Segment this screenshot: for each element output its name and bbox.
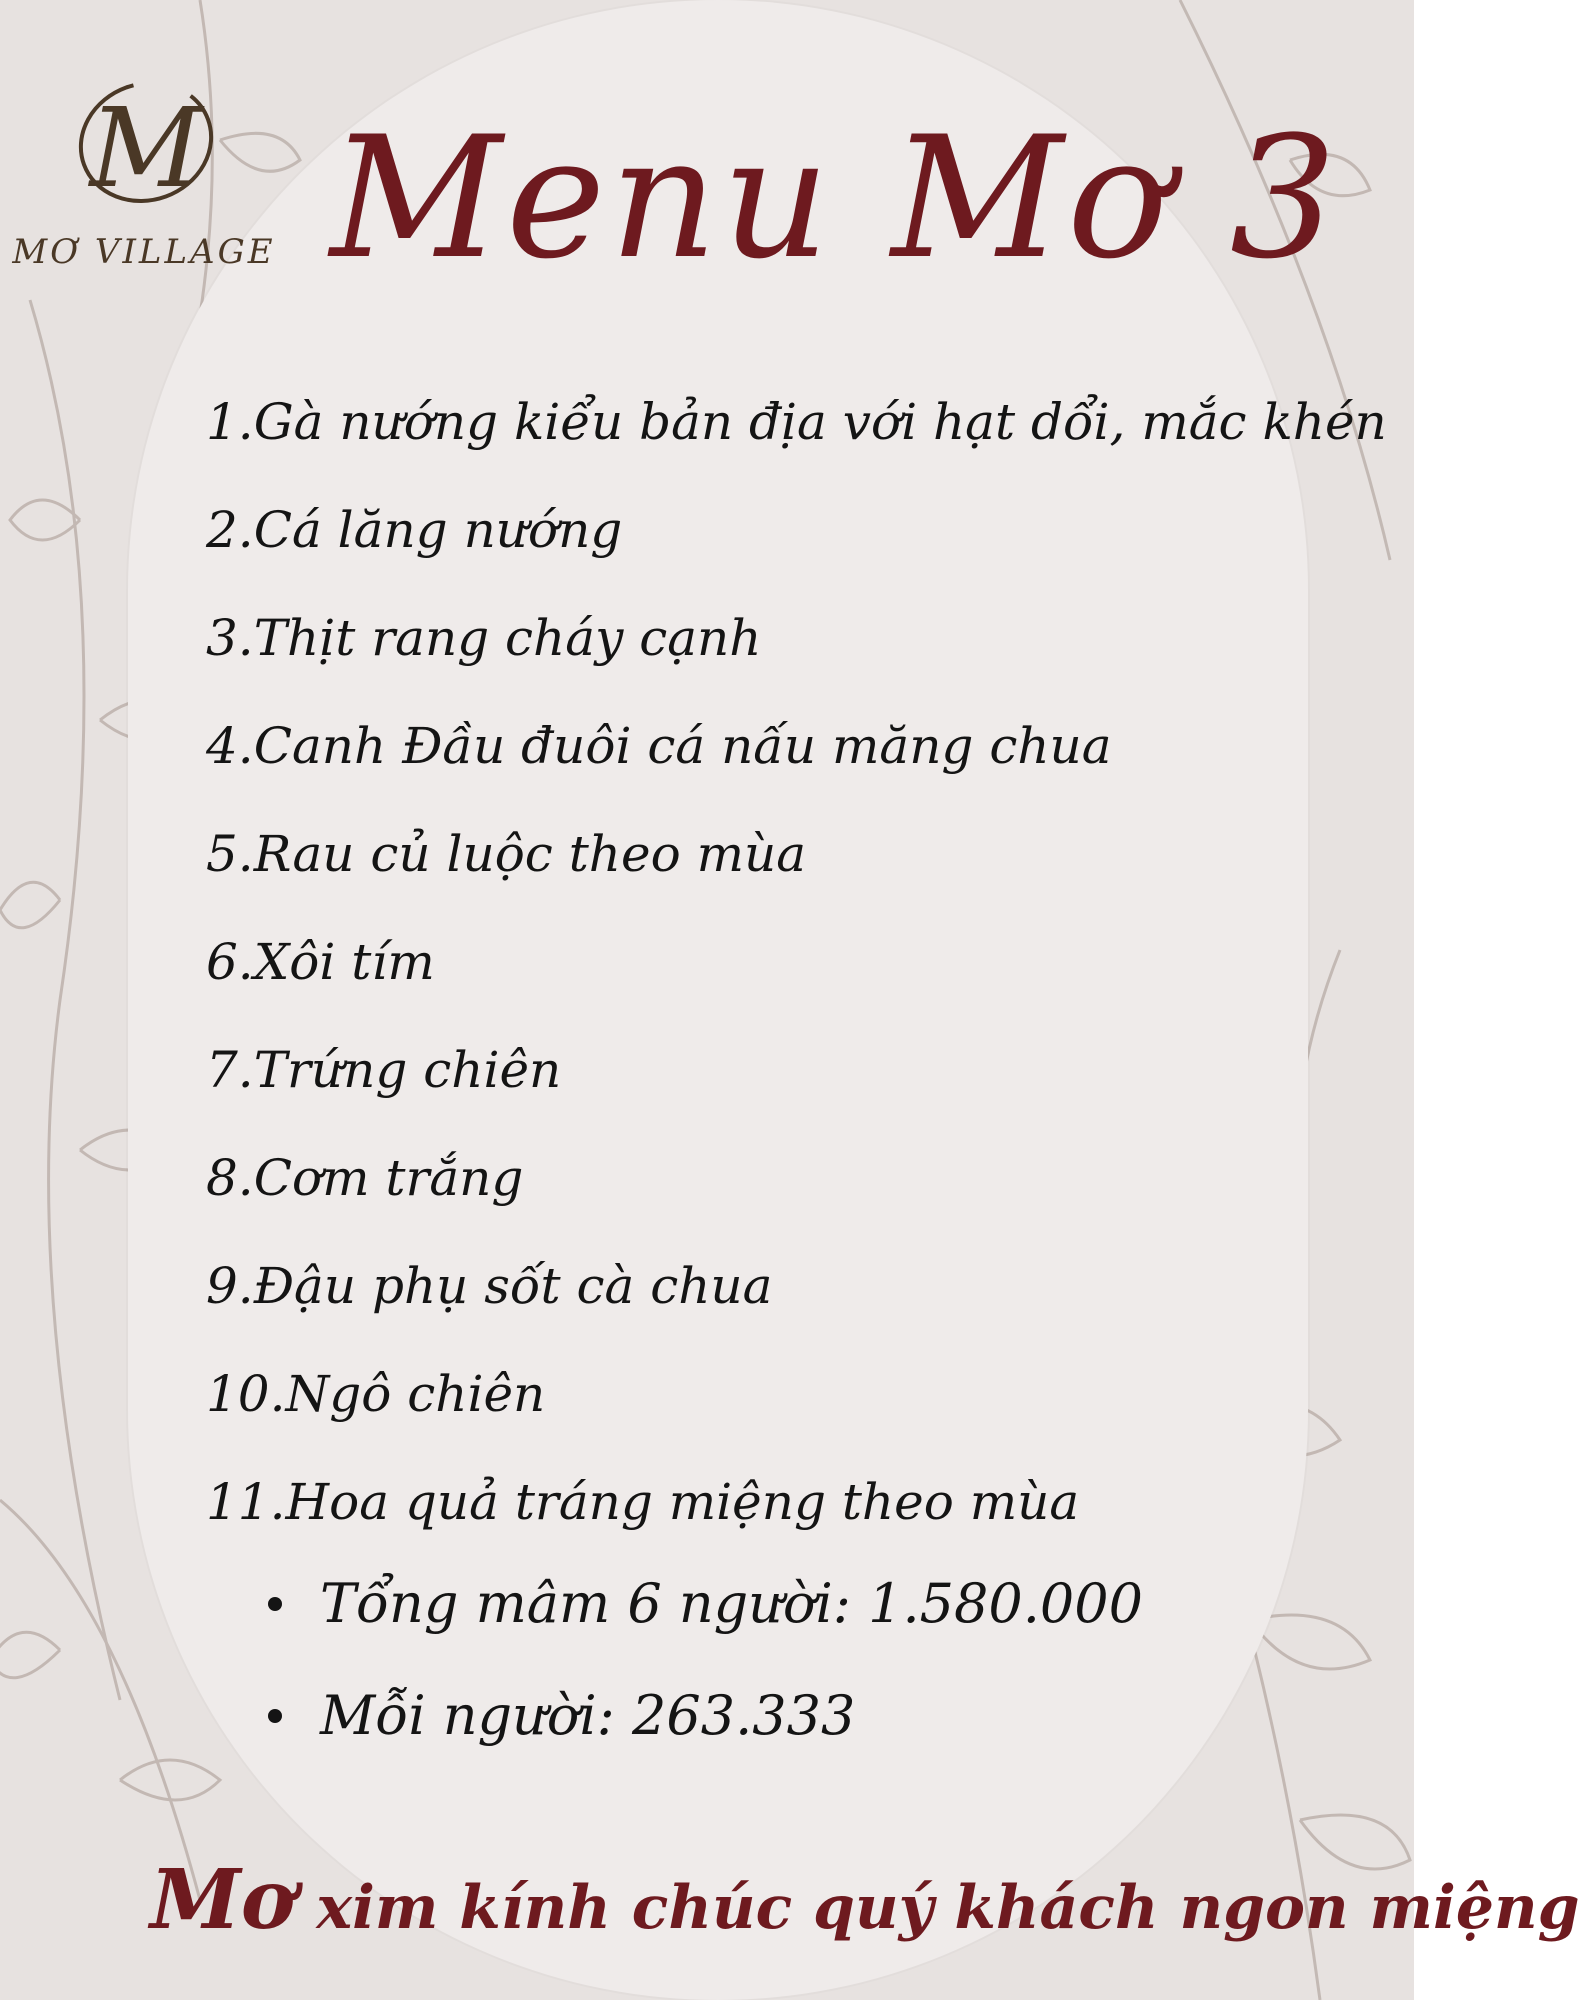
menu-list	[206, 368, 1387, 1556]
footer-message	[150, 1850, 1580, 1958]
menu-item: 5.Rau củ luộc theo mùa	[206, 825, 806, 883]
menu-item: 4.Canh Đầu đuôi cá nấu măng chua	[206, 717, 1112, 775]
price-per-person-text: Mỗi người: 263.333	[320, 1684, 856, 1747]
page-title: Menu Mơ 3	[330, 100, 1341, 296]
menu-item: 8.Cơm trắng	[206, 1149, 524, 1207]
footer-rest: xim kính chúc quý khách ngon miệng	[295, 1873, 1580, 1943]
price-total-text: Tổng mâm 6 người: 1.580.000	[320, 1572, 1143, 1635]
footer-lead: Mơ	[150, 1852, 296, 1948]
logo-letter: M	[89, 84, 203, 212]
menu-item: 11.Hoa quả tráng miệng theo mùa	[206, 1473, 1080, 1531]
menu-item: 6.Xôi tím	[206, 933, 435, 991]
price-total	[258, 1548, 1258, 1660]
menu-item: 1.Gà nướng kiểu bản địa với hạt dổi, mắc khén	[206, 393, 1387, 451]
bullet-icon	[268, 1709, 282, 1723]
menu-item: 9.Đậu phụ sốt cà chua	[206, 1257, 773, 1315]
price-per-person	[258, 1660, 1258, 1772]
menu-item: 7.Trứng chiên	[206, 1041, 562, 1099]
menu-item: 3.Thịt rang cháy cạnh	[206, 609, 762, 667]
menu-item: 10.Ngô chiên	[206, 1365, 546, 1423]
bullet-icon	[268, 1597, 282, 1611]
menu-item: 2.Cá lăng nướng	[206, 501, 623, 559]
brand-name: MƠ VILLAGE	[12, 232, 276, 272]
price-list	[258, 1548, 1258, 1772]
